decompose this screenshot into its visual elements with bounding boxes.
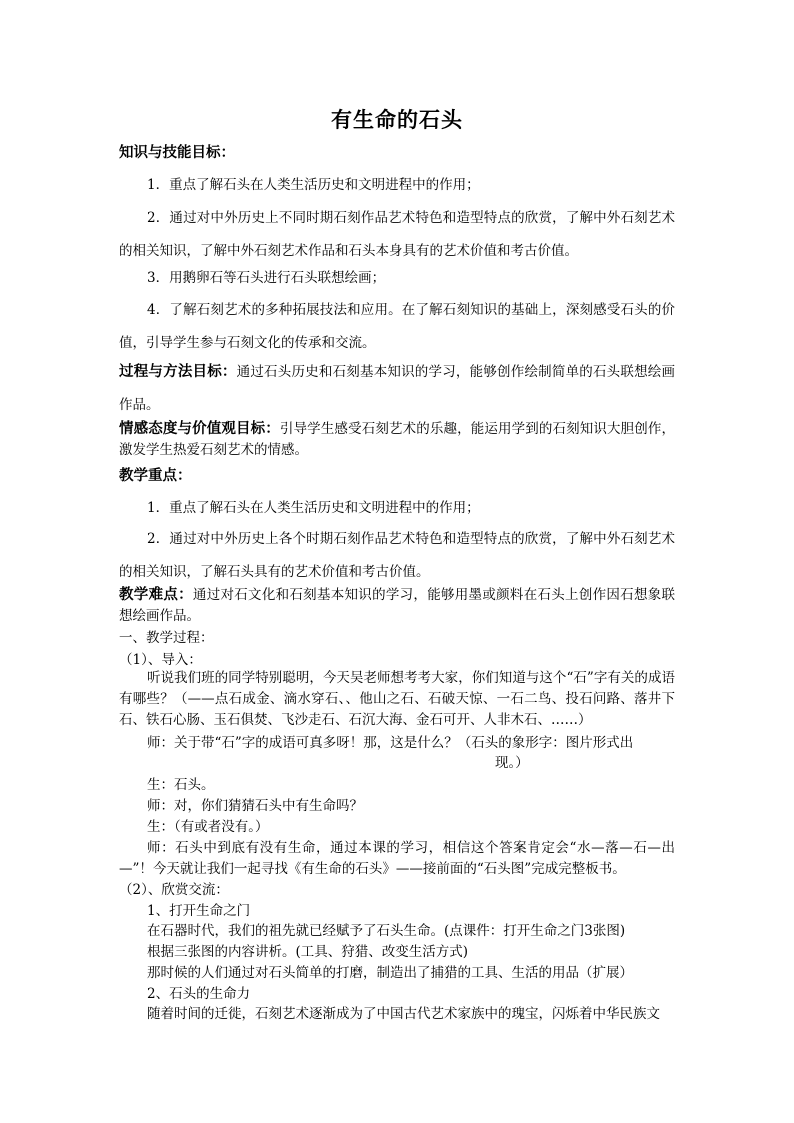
process-goals-paragraph — [119, 355, 675, 422]
knowledge-goal-item-3: 3．用鹅卵石等石头进行石头联想绘画； — [147, 270, 386, 286]
difficulty-heading: 教学难点： — [119, 586, 193, 603]
subsection-2-heading: 2、石头的生命力 — [147, 986, 251, 1002]
appreciation-heading: （2）、欣赏交流： — [119, 882, 229, 898]
subsection-1-heading: 1、打开生命之门 — [147, 903, 251, 919]
page-title: 有生命的石头 — [331, 107, 463, 132]
difficulty-text: 通过对石文化和石刻基本知识的学习，能够用墨或颜料在石头上创作因石想象联想绘画作品。 — [119, 587, 676, 624]
subsection-1-text-3: 那时候的人们通过对石头简单的打磨，制造出了捕猎的工具、生活的用品（扩展） — [147, 965, 633, 981]
process-goals-text: 通过石头历史和石刻基本知识的学习，能够创作绘制简单的石头联想绘画作品。 — [119, 364, 675, 413]
knowledge-goal-item-4: 4．了解石刻艺术的多种拓展技法和应用。在了解石刻知识的基础上，深刻感受石头的价值，引导学生参与石刻文化的传承和交流。 — [119, 302, 675, 351]
knowledge-goals-heading: 知识与技能目标： — [119, 144, 235, 161]
dialog-teacher-3: 师：石头中到底有没有生命，通过本课的学习，相信这个答案肯定会“水—落—石—出—”！今天就让我们一起寻找《有生命的石头》——接前面的“石头图”完成完整板书。 — [119, 840, 675, 877]
key-point-item-1: 1．重点了解石头在人类生活历史和文明进程中的作用； — [147, 500, 480, 516]
intro-heading: （1）、导入： — [119, 652, 202, 668]
process-goals-heading: 过程与方法目标： — [119, 363, 237, 380]
dialog-teacher-1-tail: 现。） — [495, 755, 529, 771]
key-point-item-2: 2．通过对中外历史上各个时期石刻作品艺术特色和造型特点的欣赏，了解中外石刻艺术的相关知识，了解石头具有的艺术价值和考古价值。 — [119, 531, 675, 580]
dialog-student-2: 生：（有或者没有。） — [147, 819, 269, 835]
subsection-1-text-1: 在石器时代，我们的祖先就已经赋予了石头生命。(点课件：打开生命之门3张图) — [147, 923, 626, 939]
dialog-teacher-1: 师：关于带“石”字的成语可真多呀！那，这是什么？（石头的象形字：图片形式出 — [147, 735, 634, 751]
difficulty-paragraph — [119, 584, 675, 627]
attitude-goals-text: 引导学生感受石刻艺术的乐趣，能运用学到的石刻知识大胆创作，激发学生热爱石刻艺术的情感。 — [119, 421, 676, 458]
dialog-student-1: 生：石头。 — [147, 777, 215, 793]
dialog-teacher-2: 师：对，你们猜猜石头中有生命吗？ — [147, 798, 363, 814]
knowledge-goal-item-2: 2．通过对中外历史上不同时期石刻作品艺术特色和造型特点的欣赏，了解中外石刻艺术的相关知识，了解中外石刻艺术作品和石头本身具有的艺术价值和考古价值。 — [119, 210, 675, 259]
attitude-goals-heading: 情感态度与价值观目标： — [119, 420, 280, 437]
attitude-goals-paragraph — [119, 418, 675, 461]
knowledge-goal-item-1: 1．重点了解石头在人类生活历史和文明进程中的作用； — [147, 177, 480, 193]
subsection-1-text-2: 根据三张图的内容讲析。(工具、狩猎、改变生活方式) — [147, 944, 469, 960]
subsection-2-text-1: 随着时间的迁徙，石刻艺术逐渐成为了中国古代艺术家族中的瑰宝，闪烁着中华民族文 — [147, 1006, 660, 1022]
key-points-heading: 教学重点： — [119, 467, 192, 484]
intro-paragraph: 听说我们班的同学特别聪明，今天吴老师想考考大家，你们知道与这个“石”字有关的成语有哪些？（——点石成金、滴水穿石、、他山之石、石破天惊、一石二鸟、投石问路、落井下石、铁石心肠、玉石俱焚、飞沙走石、石沉大海、金石可开、人非木石、……） — [119, 670, 675, 728]
teaching-process-heading: 一、教学过程： — [119, 630, 214, 646]
